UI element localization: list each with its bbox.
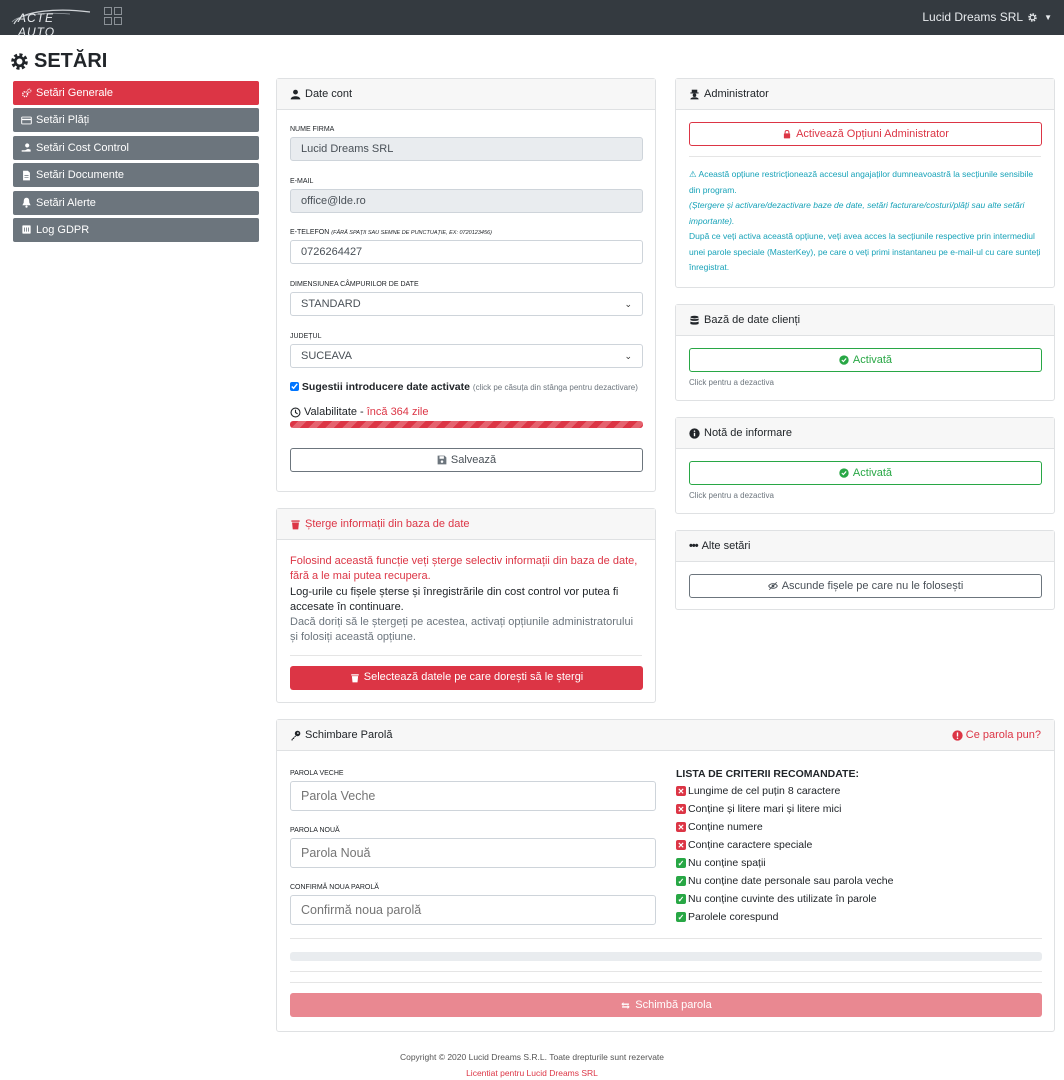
card-title: Bază de date clienți: [704, 314, 801, 326]
new-password-label: PAROLA NOUĂ: [290, 827, 340, 834]
card-title: Date cont: [305, 88, 353, 100]
company-name-value: Lucid Dreams SRL: [301, 143, 394, 155]
criteria-text: Conține numere: [688, 821, 763, 833]
file-icon: [21, 170, 32, 181]
validity-value: încă 364 zile: [366, 406, 429, 418]
check-square-icon: ✓: [677, 894, 685, 904]
clock-icon: [290, 407, 301, 418]
phone-field[interactable]: [290, 240, 643, 264]
lock-icon: [782, 129, 792, 139]
criteria-list: [676, 782, 1042, 926]
card-title: Alte setări: [701, 540, 751, 552]
eye-slash-icon: [768, 581, 778, 591]
log-icon: [21, 224, 32, 235]
select-delete-data-button[interactable]: [290, 666, 643, 690]
sidebar-item-label: Setări Generale: [36, 87, 114, 99]
sidebar-item-alerts[interactable]: [13, 191, 259, 215]
ellipsis-icon: •••: [689, 540, 698, 552]
password-criteria: [676, 766, 1042, 926]
hand-coin-icon: [21, 142, 32, 153]
trash-icon: [350, 673, 360, 683]
validity-row: [290, 406, 642, 418]
email-label: E-MAIL: [290, 178, 314, 185]
sidebar-item-label: Log GDPR: [36, 223, 90, 236]
suggestions-hint: (click pe căsuța din stânga pentru dezactivare): [472, 383, 638, 392]
county-value: SUCEAVA: [301, 350, 352, 362]
chevron-down-icon: ⌄: [624, 298, 632, 309]
criteria-text: Nu conține cuvinte des utilizate în parole: [688, 893, 877, 905]
floppy-icon: [437, 455, 447, 465]
sidebar-item-documents[interactable]: [13, 163, 259, 187]
phone-label: [290, 229, 642, 236]
criteria-text: Nu conține spații: [688, 857, 766, 869]
page-title: [10, 50, 107, 73]
chevron-down-icon: ⌄: [624, 350, 632, 361]
x-square-icon: ✕: [677, 840, 685, 850]
sidebar-item-gdpr-log[interactable]: [13, 218, 259, 242]
client-db-toggle-label: Activată: [852, 354, 893, 366]
admin-info-line-1: Această opțiune restricționează accesul angajaților dumneavoastră la secțiunile sensibile din program.: [689, 169, 1034, 195]
notice-hint: Click pentru a dezactiva: [689, 491, 774, 500]
app-logo[interactable]: [10, 6, 94, 39]
card-header: [676, 418, 1054, 449]
password-strength-bar: [290, 952, 1042, 961]
activate-admin-label: Activează Opțiuni Administrator: [796, 128, 949, 140]
credit-card-icon: [21, 115, 32, 126]
new-password-input[interactable]: [290, 838, 656, 868]
county-label: JUDEȚUL: [290, 333, 322, 340]
exclamation-circle-icon: [952, 730, 963, 741]
settings-sidebar: [13, 81, 259, 245]
sidebar-item-label: Setări Cost Control: [36, 141, 129, 154]
sidebar-item-general[interactable]: [13, 81, 259, 105]
gear-icon: [1027, 12, 1038, 23]
apps-grid-icon[interactable]: [104, 7, 124, 27]
phone-value: 0726264427: [301, 246, 363, 258]
criteria-text: Nu conține date personale sau parola veche: [688, 875, 894, 887]
password-fields: [290, 770, 656, 925]
phone-hint: (FĂRĂ SPAȚII SAU SEMNE DE PUNCTUAȚIE, EX: 0720123456): [331, 230, 492, 236]
user-secret-icon: [689, 89, 700, 100]
card-header: [676, 531, 1054, 562]
county-select[interactable]: [290, 344, 643, 368]
phone-label-text: E-TELEFON: [290, 229, 330, 236]
suggestions-checkbox[interactable]: [290, 382, 299, 391]
save-button[interactable]: [290, 448, 643, 472]
delete-admin-text: Dacă doriți să le ștergeți pe acestea, activați opțiunile administratorului și folosiți această opțiune.: [290, 616, 634, 644]
user-name: Lucid Dreams SRL: [922, 10, 1024, 24]
criteria-text: Conține și litere mari și litere mici: [688, 803, 842, 815]
select-delete-data-label: Selectează datele pe care dorești să le ștergi: [363, 671, 584, 684]
top-navbar: [0, 0, 1064, 39]
card-title: Administrator: [704, 88, 769, 100]
delete-info-card: [276, 508, 656, 703]
criteria-text: Lungime de cel puțin 8 caractere: [688, 785, 841, 797]
key-icon: [290, 730, 301, 741]
information-notice-card: [675, 417, 1055, 514]
card-title: Notă de informare: [704, 427, 793, 439]
criteria-text: Conține caractere speciale: [688, 839, 813, 851]
confirm-password-input[interactable]: [290, 895, 656, 925]
cogs-icon: [21, 88, 32, 99]
company-name-field: [290, 137, 643, 161]
administrator-card: [675, 78, 1055, 288]
info-circle-icon: [689, 428, 700, 439]
company-name-label: NUME FIRMA: [290, 126, 335, 133]
suggestions-row: [290, 380, 642, 395]
user-icon: [290, 89, 301, 100]
old-password-label: PAROLA VECHE: [290, 770, 344, 777]
user-menu[interactable]: [922, 10, 1052, 24]
old-password-input[interactable]: [290, 781, 656, 811]
check-square-icon: ✓: [677, 858, 685, 868]
password-help-link[interactable]: [952, 729, 1041, 741]
criteria-text: Parolele corespund: [688, 911, 779, 923]
other-settings-card: [675, 530, 1055, 610]
hide-unused-forms-button[interactable]: [689, 574, 1042, 598]
card-header: [277, 720, 1054, 751]
page-title-text: SETĂRI: [34, 50, 108, 72]
change-password-button[interactable]: [290, 993, 1042, 1017]
suggestions-label: Sugestii introducere date activate: [301, 381, 470, 393]
criteria-item: [676, 872, 1042, 890]
trash-icon: [290, 519, 301, 530]
field-size-select[interactable]: [290, 292, 643, 316]
client-database-card: [675, 304, 1055, 401]
x-square-icon: ✕: [677, 786, 685, 796]
sidebar-item-label: Setări Documente: [36, 169, 125, 182]
check-circle-icon: [839, 468, 849, 478]
sidebar-item-label: Setări Alerte: [36, 196, 96, 209]
sidebar-item-cost-control[interactable]: [13, 136, 259, 160]
card-header: [277, 509, 655, 540]
criteria-item: [676, 800, 1042, 818]
caret-down-icon: ▼: [1044, 12, 1052, 22]
activate-admin-button[interactable]: [689, 122, 1042, 146]
card-title: Șterge informații din baza de date: [305, 518, 470, 530]
gear-icon: [10, 52, 29, 71]
validity-progress-bar: [290, 421, 643, 428]
warning-icon: ⚠: [689, 169, 697, 179]
sidebar-item-label: Setări Plăți: [36, 114, 90, 127]
card-header: [676, 79, 1054, 110]
change-password-card: [276, 719, 1055, 1032]
save-button-label: Salvează: [450, 454, 497, 466]
admin-info-line-3: După ce veți activa această opțiune, veți avea acces la secțiunile respective prin intermediul unei parole speciale (MasterKey), pe care o veți primi instantaneu pe e-mail-ul cu care sunteți înregistrat.: [689, 231, 1041, 272]
x-square-icon: ✕: [677, 804, 685, 814]
email-field: [290, 189, 643, 213]
x-square-icon: ✕: [677, 822, 685, 832]
field-size-label: DIMENSIUNEA CÂMPURILOR DE DATE: [290, 281, 419, 288]
card-title: Schimbare Parolă: [305, 729, 393, 741]
client-db-hint: Click pentru a dezactiva: [689, 378, 774, 387]
criteria-item: [676, 836, 1042, 854]
validity-label: Valabilitate -: [304, 406, 364, 418]
footer-copyright: Copyright © 2020 Lucid Dreams S.R.L. Toate drepturile sunt rezervate: [399, 1052, 665, 1062]
hide-unused-forms-label: Ascunde fișele pe care nu le folosești: [781, 580, 964, 592]
criteria-title: LISTA DE CRITERII RECOMANDATE:: [676, 768, 859, 780]
client-db-toggle-button[interactable]: [689, 348, 1042, 372]
database-icon: [689, 315, 700, 326]
delete-warning-text: Folosind această funcție veți șterge selectiv informații din baza de date, fără a le mai putea recupera.: [290, 555, 638, 583]
check-square-icon: ✓: [677, 912, 685, 922]
change-password-label: Schimbă parola: [635, 999, 712, 1011]
criteria-item: [676, 854, 1042, 872]
criteria-item: [676, 818, 1042, 836]
notice-toggle-button[interactable]: [689, 461, 1042, 485]
sync-icon: [620, 1000, 631, 1011]
password-help-label: Ce parola pun?: [965, 729, 1041, 741]
card-header: [676, 305, 1054, 336]
password-bottom: [290, 938, 1042, 1017]
footer-license[interactable]: Licentiat pentru Lucid Dreams SRL: [466, 1068, 598, 1078]
account-data-card: [276, 78, 656, 492]
card-header: [277, 79, 655, 110]
delete-log-text: Log-urile cu fișele șterse și înregistrările din cost control vor putea fi accesate în continuare.: [290, 585, 619, 613]
confirm-password-label: CONFIRMĂ NOUA PAROLĂ: [290, 884, 379, 891]
logo-text: ACTE AUTO: [18, 11, 56, 39]
criteria-item: [676, 782, 1042, 800]
admin-info-line-2: (Ștergere și activare/dezactivare baze de date, setări facturare/costuri/plăți sau alte setări importante).: [689, 200, 1025, 226]
check-circle-icon: [839, 355, 849, 365]
notice-toggle-label: Activată: [852, 467, 893, 479]
bell-icon: [21, 197, 32, 208]
criteria-item: [676, 908, 1042, 926]
field-size-value: STANDARD: [301, 298, 361, 310]
check-square-icon: ✓: [677, 876, 685, 886]
email-value: office@lde.ro: [301, 195, 366, 207]
admin-info: [689, 167, 1041, 276]
sidebar-item-payments[interactable]: [13, 108, 259, 132]
criteria-item: [676, 890, 1042, 908]
